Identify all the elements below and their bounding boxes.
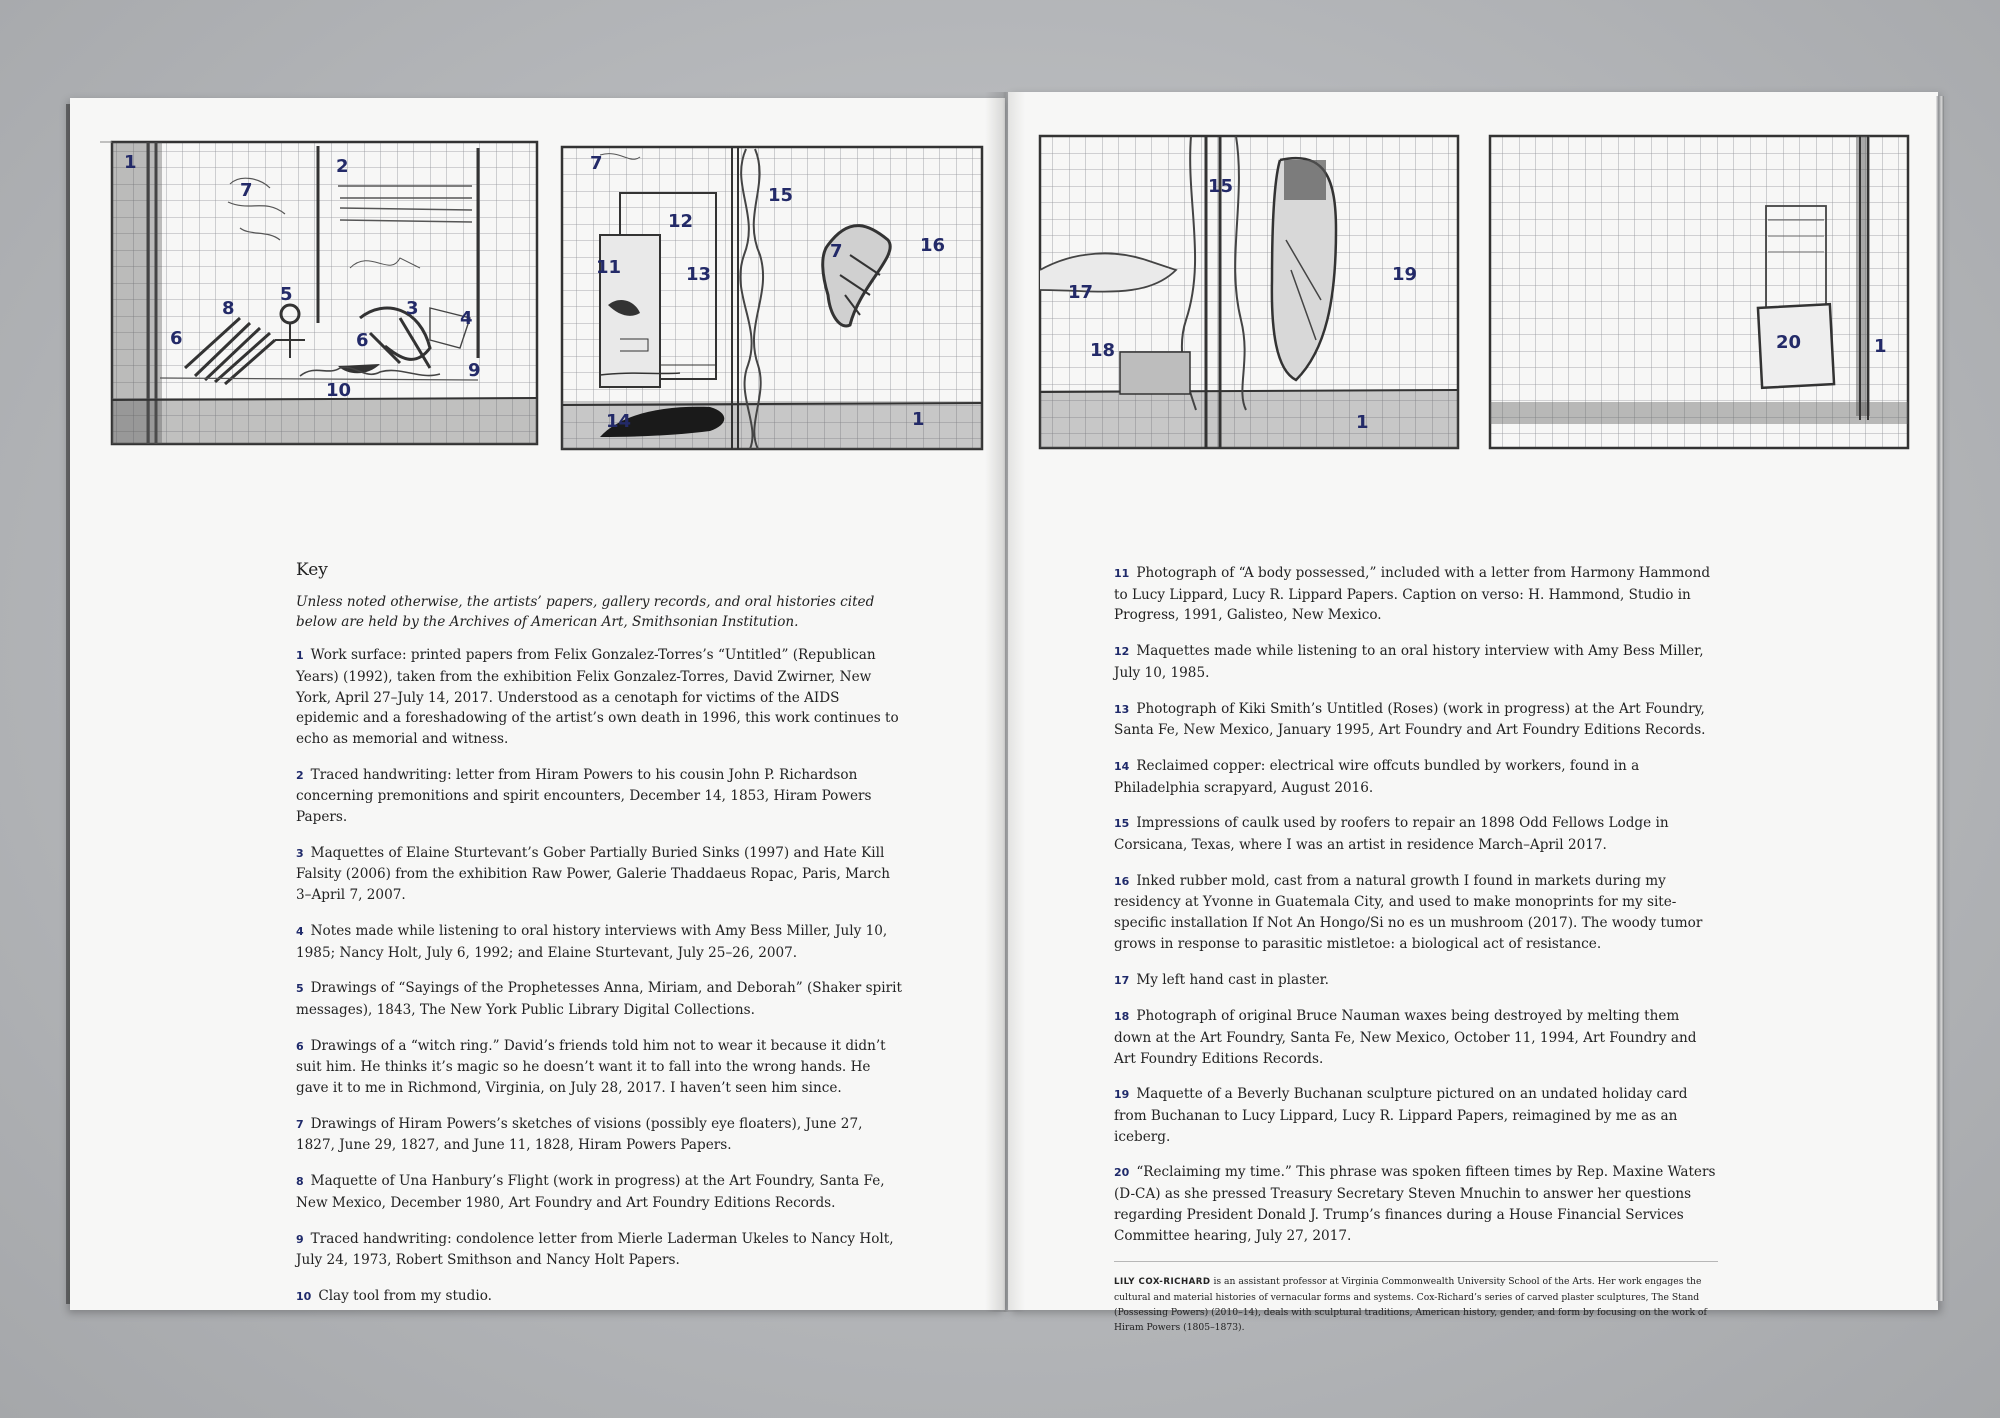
entry-text: Maquettes of Elaine Sturtevant’s Gober Partially Buried Sinks (1997) and Hate Kill Falsity (2006) from the exhibition Raw Power, Galerie Thaddaeus Ropac, Paris, March 3–April 7, 2007. [296,844,891,904]
entry-text: Drawings of a “witch ring.” David’s friends told him not to wear it because it didn’t suit him. He thinks it’s magic so he doesn’t want it to fall into the wrong hands. He gave it to me in Richmond, Virginia, on July 28, 2017. I haven’t seen him since. [296,1037,886,1097]
entry-number: 2 [296,768,304,782]
sketch-panel-3 [1036,120,1466,455]
key-entry-1 [296,645,904,750]
entry-text: Photograph of “A body possessed,” included with a letter from Harmony Hammond to Lucy Lippard, Lucy R. Lippard Papers. Caption on verso: H. Hammond, Studio in Progress, 1991, Galisteo, New Mexico. [1114,565,1711,624]
entry-text: Reclaimed copper: electrical wire offcuts bundled by workers, found in a Philadelphia scrapyard, August 2016. [1114,757,1640,796]
svg-text:16: 16 [920,235,946,256]
sketch-panel-4 [1486,120,1916,455]
entry-number: 14 [1114,759,1130,773]
svg-text:17: 17 [1068,282,1094,303]
svg-text:1: 1 [124,152,137,173]
svg-text:6: 6 [356,330,369,351]
entry-number: 7 [296,1117,304,1131]
author-bio-text: is an assistant professor at Virginia Commonwealth University School of the Arts. Her work engages the cultural and material histories of vernacular forms and systems. Cox-Richard’s series of carved plaster sculptures, The Stand (Possessing Powers) (2010–14), deals with sculptural traditions, American history, gender, and form by focusing on the work of Hiram Powers (1805–1873). [1114,1276,1707,1334]
entry-text: Clay tool from my studio. [318,1287,492,1304]
svg-text:1: 1 [1874,336,1887,357]
svg-text:9: 9 [468,360,481,381]
entry-text: Inked rubber mold, cast from a natural growth I found in markets during my residency at Yvonne in Guatemala City, and used to make monoprints for my site-specific installation If Not An Hongo/Si no es un mushroom (2017). The woody tumor grows in response to parasitic mistletoe: a biological act of resistance. [1114,872,1703,952]
entry-number: 12 [1114,645,1130,659]
svg-text:2: 2 [336,156,349,177]
svg-text:8: 8 [222,298,235,319]
entry-text: Maquette of Una Hanbury’s Flight (work in progress) at the Art Foundry, Santa Fe, New Mexico, December 1980, Art Foundry and Art Foundry Editions Records. [296,1173,885,1211]
key-entry-13 [1114,699,1718,741]
author-name: LILY COX-RICHARD [1114,1277,1211,1288]
svg-text:1: 1 [1356,412,1369,433]
entry-number: 6 [296,1039,304,1053]
svg-text:7: 7 [590,153,603,174]
entry-text: “Reclaiming my time.” This phrase was spoken fifteen times by Rep. Maxine Waters (D-CA) as she pressed Treasury Secretary Steven Mnuchin to answer her questions regarding President Donald J. Trump’s finances during a House Financial Services Committee hearing, July 27, 2017. [1114,1164,1716,1244]
key-intro: Unless noted otherwise, the artists’ papers, gallery records, and oral histories cited below are held by the Archives of American Art, Smithsonian Institution. [296,593,875,631]
key-entry-5 [296,978,904,1020]
key-entry-14 [1114,756,1718,798]
entry-text: Notes made while listening to oral history interviews with Amy Bess Miller, July 10, 1985; Nancy Holt, July 6, 1992; and Elaine Sturtevant, July 25–26, 2007. [296,922,888,961]
key-column-left [296,560,904,1323]
svg-text:10: 10 [326,380,352,401]
entry-number: 19 [1114,1088,1130,1102]
entry-number: 1 [296,649,304,663]
key-entry-11 [1114,563,1718,626]
svg-text:18: 18 [1090,340,1116,361]
key-entry-7 [296,1114,904,1156]
key-entry-15 [1114,813,1718,855]
svg-text:11: 11 [596,257,622,278]
key-column-right [1114,563,1718,1335]
svg-text:7: 7 [240,180,253,201]
key-entry-2 [296,765,904,828]
entry-number: 11 [1114,567,1130,580]
entry-number: 10 [296,1289,312,1303]
entry-text: Traced handwriting: letter from Hiram Powers to his cousin John P. Richardson concerning premonitions and spirit encounters, December 14, 1853, Hiram Powers Papers. [296,766,872,826]
entry-number: 4 [296,924,304,938]
key-entry-16 [1114,871,1718,955]
svg-text:15: 15 [768,185,794,206]
key-entry-10 [296,1286,904,1308]
svg-text:19: 19 [1392,264,1418,285]
key-entry-19 [1114,1084,1718,1147]
key-entry-6 [296,1036,904,1099]
entry-number: 8 [296,1175,304,1189]
key-entry-4 [296,921,904,963]
svg-text:20: 20 [1776,332,1802,353]
bio-divider [1114,1261,1718,1262]
key-heading: Key [296,560,328,580]
entry-number: 17 [1114,973,1130,987]
key-entry-17 [1114,970,1718,992]
sketch-panel-1 [100,118,546,458]
entry-number: 18 [1114,1010,1130,1024]
entry-text: Drawings of Hiram Powers’s sketches of visions (possibly eye floaters), June 27, 1827, June 29, 1827, and June 11, 1828, Hiram Powers Papers. [296,1115,863,1154]
svg-text:15: 15 [1208,176,1234,197]
entry-number: 9 [296,1232,304,1246]
entry-text: Drawings of “Sayings of the Prophetesses Anna, Miriam, and Deborah” (Shaker spirit messages), 1843, The New York Public Library Digital Collections. [296,980,902,1018]
key-entry-9 [296,1229,904,1271]
sketch-panel-2 [560,125,990,455]
book-edge-left [66,104,70,1304]
entry-text: Work surface: printed papers from Felix Gonzalez-Torres’s “Untitled” (Republican Years) (1992), taken from the exhibition Felix Gonzalez-Torres, David Zwirner, New York, April 27–July 14, 2017. Understood as a cenotaph for victims of the AIDS epidemic and a foreshadowing of the artist’s own death in 1996, this work continues to echo as memorial and witness. [296,647,899,747]
entry-text: My left hand cast in plaster. [1136,971,1329,988]
entry-text: Maquettes made while listening to an oral history interview with Amy Bess Miller, July 10, 1985. [1114,643,1704,681]
key-entry-20 [1114,1162,1718,1246]
svg-text:3: 3 [406,298,419,319]
svg-text:6: 6 [170,328,183,349]
key-entry-18 [1114,1006,1718,1069]
entry-number: 13 [1114,702,1130,716]
entry-number: 15 [1114,817,1130,831]
entry-text: Traced handwriting: condolence letter from Mierle Laderman Ukeles to Nancy Holt, July 24, 1973, Robert Smithson and Nancy Holt Papers. [296,1230,894,1269]
entry-text: Photograph of Kiki Smith’s Untitled (Roses) (work in progress) at the Art Foundry, Santa Fe, New Mexico, January 1995, Art Foundry and Art Foundry Editions Records. [1114,700,1706,739]
svg-text:13: 13 [686,264,712,285]
key-entry-3 [296,843,904,906]
svg-text:1: 1 [912,409,925,430]
key-entry-8 [296,1171,904,1213]
entry-number: 16 [1114,874,1130,888]
key-entry-12 [1114,641,1718,683]
author-bio [1114,1274,1718,1335]
book-edge-right [1936,96,1944,1301]
entry-number: 20 [1114,1166,1130,1180]
entry-text: Impressions of caulk used by roofers to repair an 1898 Odd Fellows Lodge in Corsicana, Texas, where I was an artist in residence March–April 2017. [1114,815,1669,854]
entry-text: Photograph of original Bruce Nauman waxes being destroyed by melting them down at the Art Foundry, Santa Fe, New Mexico, October 11, 1994, Art Foundry and Art Foundry Editions Records. [1114,1008,1697,1067]
svg-text:14: 14 [606,411,632,432]
svg-text:12: 12 [668,211,694,232]
svg-text:7: 7 [830,241,843,262]
svg-text:4: 4 [460,308,473,329]
svg-text:5: 5 [280,284,293,305]
entry-text: Maquette of a Beverly Buchanan sculpture pictured on an undated holiday card from Buchanan to Lucy Lippard, Lucy R. Lippard Papers, reimagined by me as an iceberg. [1114,1086,1688,1145]
entry-number: 5 [296,982,304,996]
entry-number: 3 [296,846,304,860]
